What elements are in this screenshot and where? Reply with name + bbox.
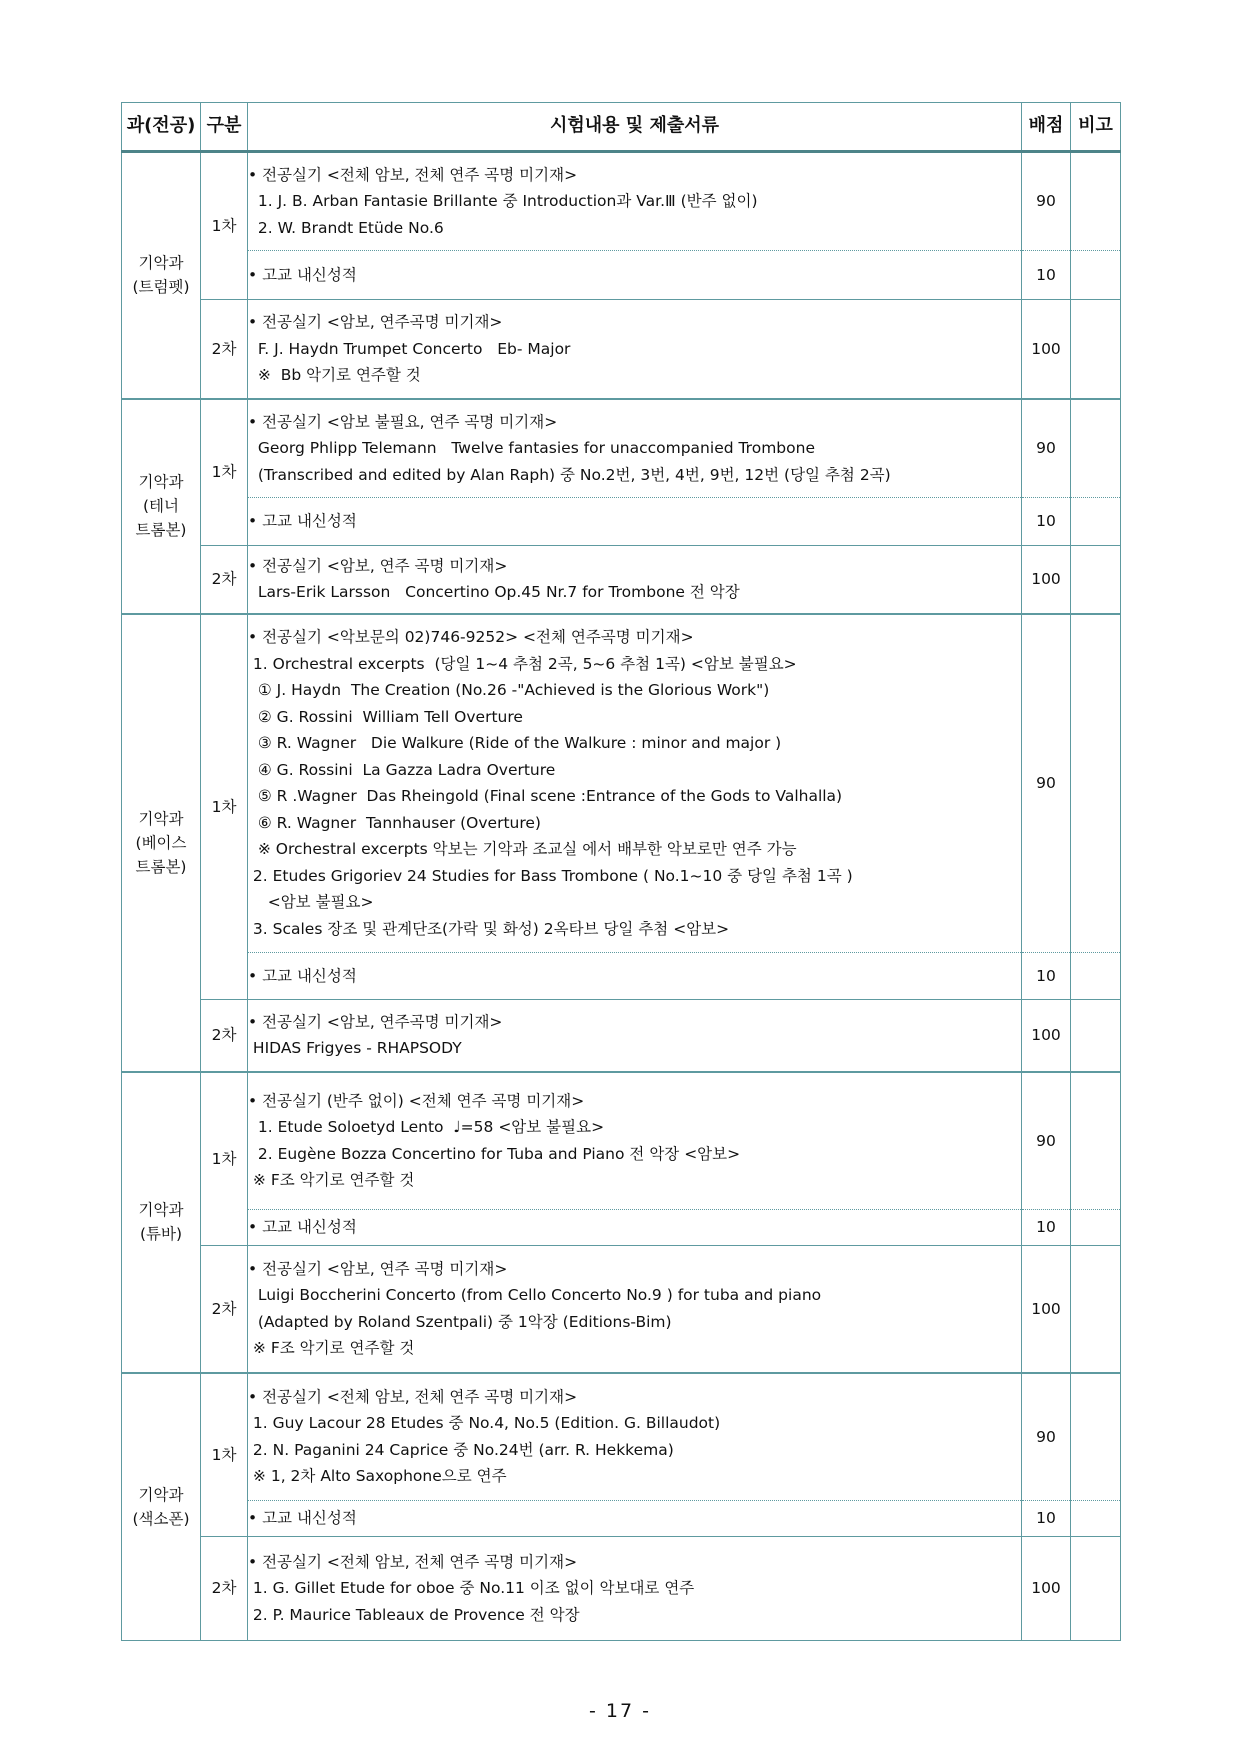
practical-score: 90 xyxy=(1022,1373,1071,1501)
dept-cell xyxy=(122,614,201,1072)
note-cell xyxy=(1071,546,1121,614)
round2-score: 100 xyxy=(1022,1537,1071,1641)
round2-score: 100 xyxy=(1022,546,1071,614)
stage-cell-round1: 1차 xyxy=(201,1373,248,1537)
table-row xyxy=(122,251,1121,300)
stage-cell-round2: 2차 xyxy=(201,300,248,399)
content-line: Lars-Erik Larsson Concertino Op.45 Nr.7 for Trombone 전 악장 xyxy=(248,583,740,602)
dept-label: 기악과 xyxy=(138,473,184,491)
table-row xyxy=(122,1246,1121,1373)
table-row xyxy=(122,1537,1121,1641)
content-line: HIDAS Frigyes - RHAPSODY xyxy=(248,1039,462,1058)
header-score: 배점 xyxy=(1022,103,1071,152)
note-cell xyxy=(1071,1373,1121,1501)
header-note: 비고 xyxy=(1071,103,1121,152)
note-cell xyxy=(1071,1210,1121,1246)
content-line: Luigi Boccherini Concerto (from Cello Concerto No.9 ) for tuba and piano xyxy=(248,1286,822,1305)
content-line: 2. W. Brandt Etüde No.6 xyxy=(248,218,444,237)
dept-label: 기악과 xyxy=(138,1201,184,1219)
grade-score: 10 xyxy=(1022,498,1071,546)
grade-score: 10 xyxy=(1022,1210,1071,1246)
dept-label: (튜바) xyxy=(139,1225,183,1243)
note-cell xyxy=(1071,1537,1121,1641)
dept-label: 기악과 xyxy=(138,1485,184,1504)
table-header-row xyxy=(122,103,1121,152)
dept-label: (트럼펫) xyxy=(132,278,190,297)
page-number: - 17 - xyxy=(589,1700,651,1722)
content-line: <암보 불필요> xyxy=(248,893,374,912)
content-line: (Adapted by Roland Szentpali) 중 1악장 (Editions-Bim) xyxy=(248,1312,672,1331)
dept-cell xyxy=(122,1072,201,1373)
content-line: • 전공실기 <전체 암보, 전체 연주 곡명 미기재> xyxy=(248,1552,578,1571)
dept-label: (색소폰) xyxy=(132,1509,190,1528)
content-line: ※ Bb 악기로 연주할 것 xyxy=(248,366,421,384)
content-line: ② G. Rossini William Tell Overture xyxy=(248,707,523,726)
grade-score: 10 xyxy=(1022,953,1071,1000)
content-line: ⑤ R .Wagner Das Rheingold (Final scene :Entrance of the Gods to Valhalla) xyxy=(248,787,843,806)
header-content: 시험내용 및 제출서류 xyxy=(248,103,1022,152)
practical-score: 90 xyxy=(1022,399,1071,498)
note-cell xyxy=(1071,152,1121,251)
content-line: 1. Etude Soloetyd Lento ♩=58 <암보 불필요> xyxy=(248,1118,605,1137)
table-row xyxy=(122,300,1121,399)
table-row xyxy=(122,399,1121,498)
content-line: 2. N. Paganini 24 Caprice 중 No.24번 (arr. R. Hekkema) xyxy=(248,1440,674,1459)
content-line: ④ G. Rossini La Gazza Ladra Overture xyxy=(248,760,556,779)
table-row xyxy=(122,1072,1121,1210)
round2-score: 100 xyxy=(1022,300,1071,399)
content-line: • 전공실기 <전체 암보, 전체 연주 곡명 미기재> xyxy=(248,1387,578,1406)
content-line: ※ F조 악기로 연주할 것 xyxy=(248,1171,415,1190)
content-line: ⑥ R. Wagner Tannhauser (Overture) xyxy=(248,813,541,832)
content-line: 2. P. Maurice Tableaux de Provence 전 악장 xyxy=(248,1605,580,1624)
table-row xyxy=(122,1210,1121,1246)
content-line: • 전공실기 (반주 없이) <전체 연주 곡명 미기재> xyxy=(248,1091,585,1110)
table-row xyxy=(122,614,1121,953)
note-cell xyxy=(1071,1246,1121,1373)
practical-score: 90 xyxy=(1022,152,1071,251)
content-line: 1. G. Gillet Etude for oboe 중 No.11 이조 없이 악보대로 연주 xyxy=(248,1579,695,1598)
school-grade-content: • 고교 내신성적 xyxy=(248,953,1022,1000)
content-line: • 전공실기 <전체 암보, 전체 연주 곡명 미기재> xyxy=(248,165,578,184)
table-row xyxy=(122,546,1121,614)
stage-cell-round2: 2차 xyxy=(201,546,248,614)
dept-cell xyxy=(122,1373,201,1641)
dept-label: 트롬본) xyxy=(135,857,187,876)
stage-cell-round2: 2차 xyxy=(201,1537,248,1641)
dept-cell xyxy=(122,152,201,399)
note-cell xyxy=(1071,399,1121,498)
content-line: ※ 1, 2차 Alto Saxophone으로 연주 xyxy=(248,1467,507,1486)
content-line: ※ Orchestral excerpts 악보는 기악과 조교실 에서 배부한 악보로만 연주 가능 xyxy=(248,840,797,859)
dept-cell xyxy=(122,399,201,614)
note-cell xyxy=(1071,953,1121,1000)
practical-score: 90 xyxy=(1022,614,1071,953)
round2-exam-content xyxy=(248,1246,1022,1373)
table-row xyxy=(122,953,1121,1000)
content-line: 3. Scales 장조 및 관계단조(가락 및 화성) 2옥타브 당일 추첨 <암보> xyxy=(248,919,730,938)
practical-score: 90 xyxy=(1022,1072,1071,1210)
content-line: 2. Etudes Grigoriev 24 Studies for Bass Trombone ( No.1~10 중 당일 추첨 1곡 ) xyxy=(248,866,853,885)
content-line: (Transcribed and edited by Alan Raph) 중 No.2번, 3번, 4번, 9번, 12번 (당일 추첨 2곡) xyxy=(248,465,891,484)
content-line: ③ R. Wagner Die Walkure (Ride of the Walkure : minor and major ) xyxy=(248,734,782,753)
stage-cell-round1: 1차 xyxy=(201,614,248,1000)
note-cell xyxy=(1071,251,1121,300)
content-line: 1. Orchestral excerpts (당일 1~4 추첨 2곡, 5~6 추첨 1곡) <암보 불필요> xyxy=(248,654,797,673)
round2-exam-content xyxy=(248,300,1022,399)
round2-exam-content xyxy=(248,546,1022,614)
grade-score: 10 xyxy=(1022,251,1071,300)
practical-exam-content xyxy=(248,1373,1022,1501)
round2-exam-content xyxy=(248,1000,1022,1072)
note-cell xyxy=(1071,1501,1121,1537)
table-row xyxy=(122,498,1121,546)
table-row xyxy=(122,1501,1121,1537)
round2-score: 100 xyxy=(1022,1000,1071,1072)
table-row xyxy=(122,152,1121,251)
stage-cell-round1: 1차 xyxy=(201,399,248,546)
practical-exam-content xyxy=(248,614,1022,953)
stage-cell-round1: 1차 xyxy=(201,152,248,300)
dept-label: 기악과 xyxy=(138,809,184,828)
content-line: • 전공실기 <암보, 연주곡명 미기재> xyxy=(248,1012,503,1031)
dept-label: (베이스 xyxy=(135,833,187,852)
round2-exam-content xyxy=(248,1537,1022,1641)
note-cell xyxy=(1071,614,1121,953)
header-dept: 과(전공) xyxy=(122,103,201,152)
content-line: F. J. Haydn Trumpet Concerto Eb- Major xyxy=(248,339,571,358)
school-grade-content: • 고교 내신성적 xyxy=(248,1210,1022,1246)
round2-score: 100 xyxy=(1022,1246,1071,1373)
content-line: ※ F조 악기로 연주할 것 xyxy=(248,1339,415,1358)
school-grade-content: • 고교 내신성적 xyxy=(248,498,1022,546)
note-cell xyxy=(1071,1000,1121,1072)
content-line: • 전공실기 <암보, 연주곡명 미기재> xyxy=(248,313,503,331)
school-grade-content: • 고교 내신성적 xyxy=(248,251,1022,300)
stage-cell-round2: 2차 xyxy=(201,1246,248,1373)
content-line: • 전공실기 <악보문의 02)746-9252> <전체 연주곡명 미기재> xyxy=(248,628,694,647)
practical-exam-content xyxy=(248,152,1022,251)
practical-exam-content xyxy=(248,1072,1022,1210)
content-line: 2. Eugène Bozza Concertino for Tuba and Piano 전 악장 <암보> xyxy=(248,1144,741,1163)
content-line: • 전공실기 <암보 불필요, 연주 곡명 미기재> xyxy=(248,412,558,431)
content-line: • 전공실기 <암보, 연주 곡명 미기재> xyxy=(248,556,508,575)
stage-cell-round2: 2차 xyxy=(201,1000,248,1072)
content-line: 1. Guy Lacour 28 Etudes 중 No.4, No.5 (Edition. G. Billaudot) xyxy=(248,1414,721,1433)
table-body xyxy=(122,152,1121,1641)
table-row xyxy=(122,1000,1121,1072)
note-cell xyxy=(1071,498,1121,546)
note-cell xyxy=(1071,300,1121,399)
exam-requirements-table xyxy=(121,102,1121,1641)
school-grade-content: • 고교 내신성적 xyxy=(248,1501,1022,1537)
dept-label: (테너 xyxy=(143,497,179,515)
table-row xyxy=(122,1373,1121,1501)
dept-label: 트롬본) xyxy=(135,521,187,539)
grade-score: 10 xyxy=(1022,1501,1071,1537)
content-line: Georg Phlipp Telemann Twelve fantasies for unaccompanied Trombone xyxy=(248,439,815,457)
content-line: 1. J. B. Arban Fantasie Brillante 중 Introduction과 Var.Ⅲ (반주 없이) xyxy=(248,192,758,211)
content-line: • 전공실기 <암보, 연주 곡명 미기재> xyxy=(248,1259,508,1278)
dept-label: 기악과 xyxy=(138,254,184,273)
stage-cell-round1: 1차 xyxy=(201,1072,248,1246)
header-stage: 구분 xyxy=(201,103,248,152)
content-line: ① J. Haydn The Creation (No.26 -"Achieved is the Glorious Work") xyxy=(248,681,770,700)
practical-exam-content xyxy=(248,399,1022,498)
note-cell xyxy=(1071,1072,1121,1210)
